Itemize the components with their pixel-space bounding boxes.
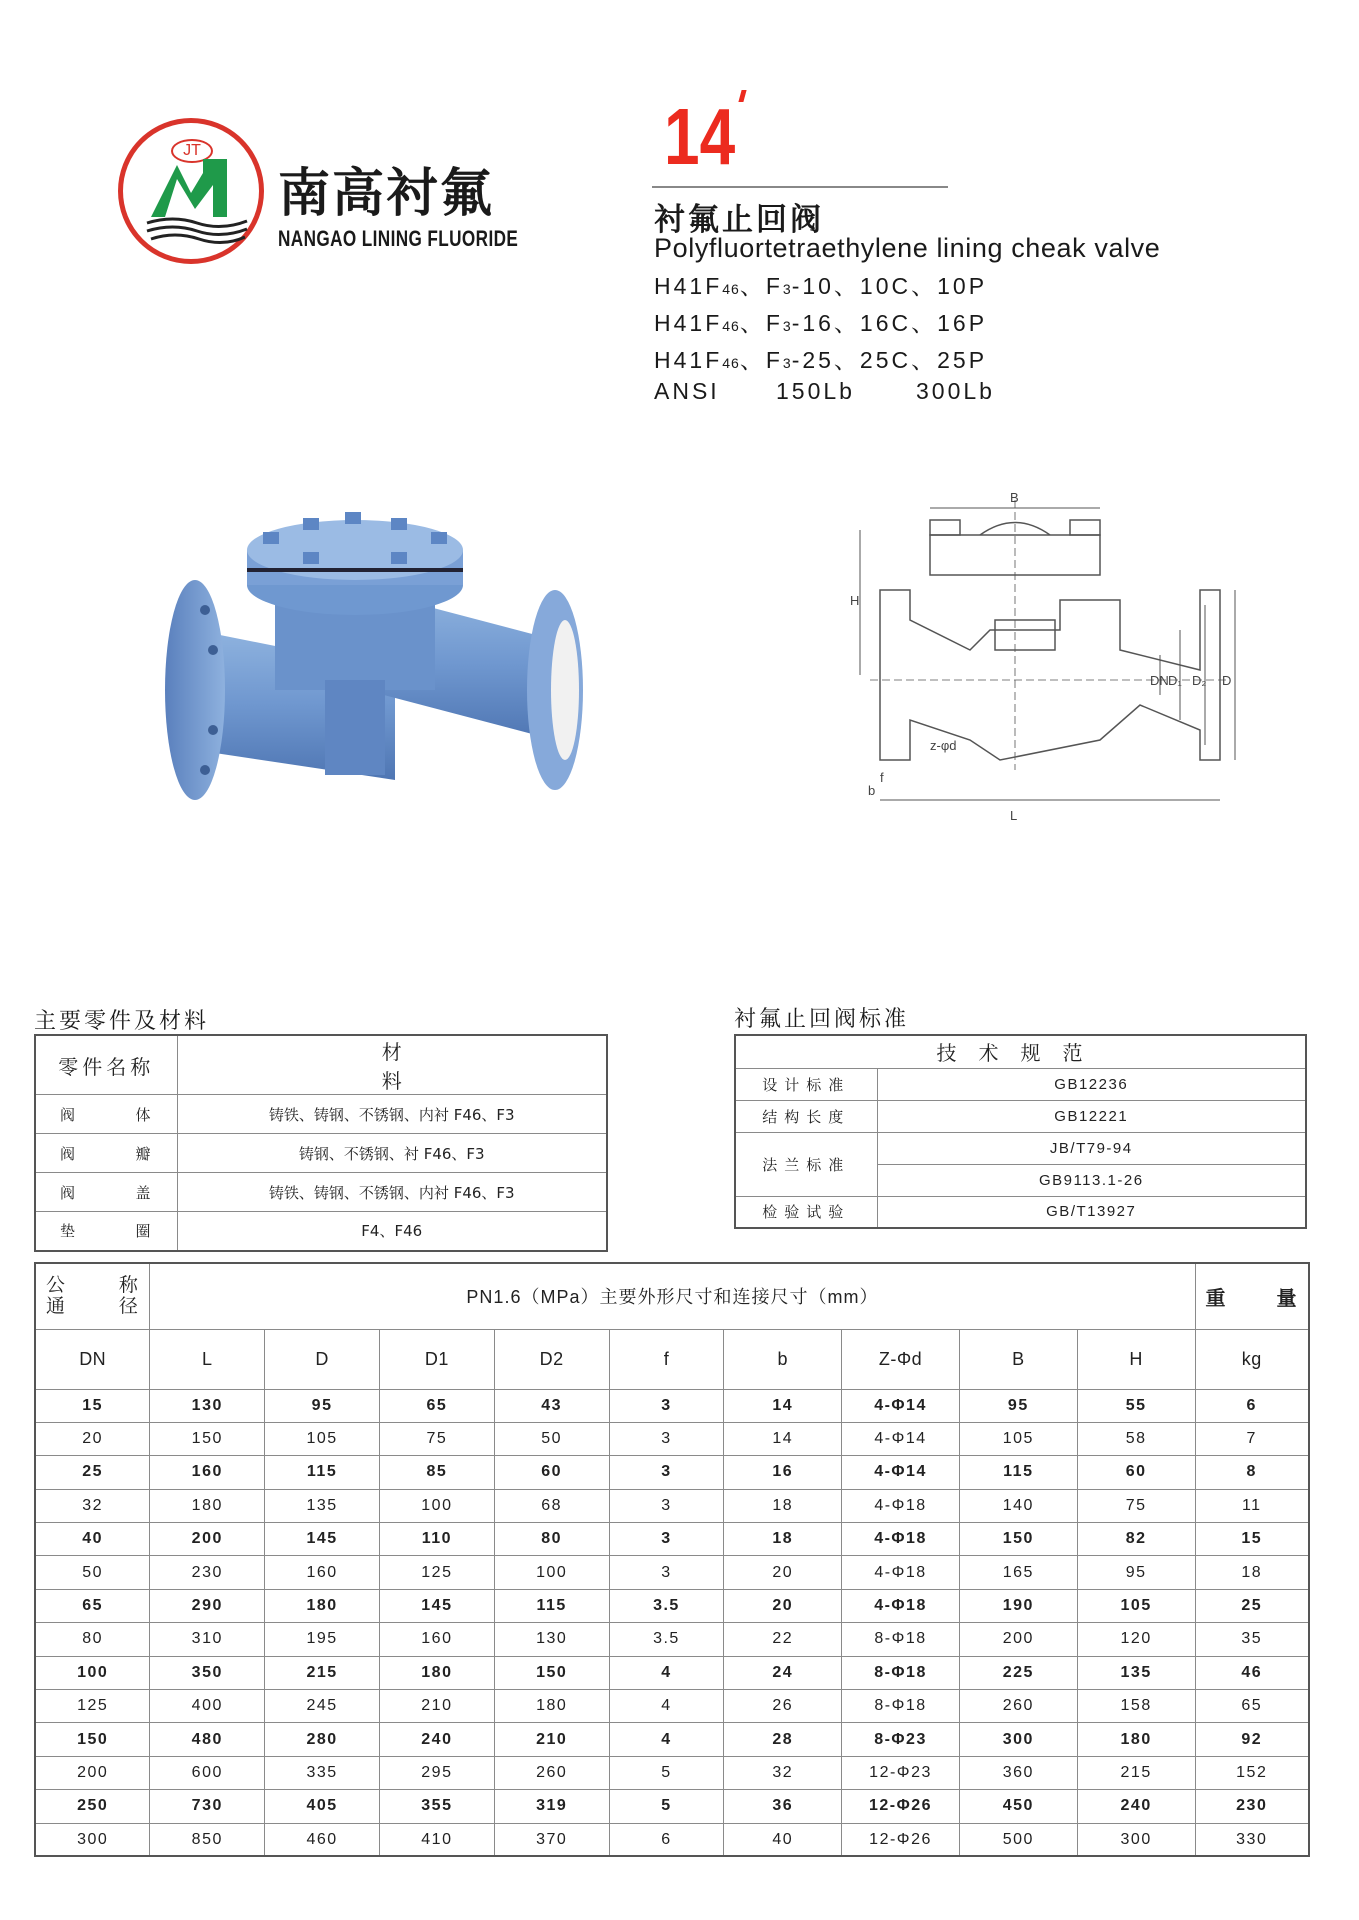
dim-cell: 130 — [150, 1389, 265, 1422]
dim-cell: 850 — [150, 1823, 265, 1856]
dim-cell: 15 — [1195, 1523, 1309, 1556]
dim-cell: 82 — [1077, 1523, 1195, 1556]
dim-cell: 115 — [494, 1589, 609, 1622]
drawing-label-d1: D₁ — [1168, 673, 1182, 688]
dim-cell: 105 — [1077, 1589, 1195, 1622]
table-row — [35, 1422, 1309, 1455]
material-cell: 铸钢、不锈钢、衬 F46、F3 — [177, 1134, 607, 1173]
dim-cell: 8-Φ18 — [842, 1656, 960, 1689]
drawing-label-h: H — [850, 593, 860, 608]
dim-cell: 46 — [1195, 1656, 1309, 1689]
product-title-cn: 衬氟止回阀 — [654, 202, 824, 238]
dim-cell: 180 — [1077, 1723, 1195, 1756]
dim-cell: 215 — [1077, 1756, 1195, 1789]
dim-cell: 355 — [379, 1790, 494, 1823]
dim-cell: 25 — [1195, 1589, 1309, 1622]
drawing-label-d2: D₂ — [1192, 673, 1207, 688]
materials-table — [34, 1034, 608, 1252]
dim-cell: 65 — [379, 1389, 494, 1422]
dim-cell: 330 — [1195, 1823, 1309, 1856]
dim-cell: 180 — [150, 1489, 265, 1522]
dim-cell: 140 — [959, 1489, 1077, 1522]
table-row — [35, 1556, 1309, 1589]
dim-cell: 215 — [265, 1656, 380, 1689]
dimension-drawing — [850, 480, 1250, 840]
materials-header-row — [35, 1035, 607, 1095]
dim-cell: 50 — [35, 1556, 150, 1589]
table-row — [35, 1690, 1309, 1723]
ansi-line — [654, 378, 995, 405]
dim-cell: 150 — [35, 1723, 150, 1756]
drawing-label-l: L — [1010, 808, 1018, 823]
standards-header-row — [735, 1035, 1306, 1068]
dim-cell: 40 — [724, 1823, 842, 1856]
dim-cell: 8-Φ23 — [842, 1723, 960, 1756]
dim-cell: 36 — [724, 1790, 842, 1823]
dim-cell: 75 — [1077, 1489, 1195, 1522]
dim-cell: 319 — [494, 1790, 609, 1823]
weight-header: 重 量 — [1195, 1263, 1309, 1329]
dim-cell: 4-Φ14 — [842, 1389, 960, 1422]
product-title-en: Polyfluortetraethylene lining cheak valve — [654, 233, 1161, 263]
dim-cell: 3 — [609, 1389, 724, 1422]
dim-cell: 260 — [959, 1690, 1077, 1723]
table-row — [35, 1790, 1309, 1823]
table-row: 结构长度 GB12221 — [735, 1100, 1306, 1132]
dim-cell: 240 — [379, 1723, 494, 1756]
dim-cell: 410 — [379, 1823, 494, 1856]
dim-cell: 290 — [150, 1589, 265, 1622]
dim-cell: 32 — [724, 1756, 842, 1789]
nominal-diameter-header: 公 称 通 径 — [35, 1263, 150, 1329]
col-header: f — [609, 1329, 724, 1389]
table-row: 设计标准 GB12236 — [735, 1068, 1306, 1100]
model-line-1: H41F46、F3-10、10C、10P — [654, 273, 988, 299]
dim-cell: 3 — [609, 1523, 724, 1556]
dim-cell: 120 — [1077, 1623, 1195, 1656]
ansi-class-300: 300Lb — [916, 378, 995, 404]
dim-cell: 4 — [609, 1690, 724, 1723]
dim-cell: 26 — [724, 1690, 842, 1723]
waves-icon — [145, 215, 249, 245]
dim-cell: 150 — [959, 1523, 1077, 1556]
dim-cell: 250 — [35, 1790, 150, 1823]
col-header: Z-Φd — [842, 1329, 960, 1389]
dim-cell: 180 — [494, 1690, 609, 1723]
dim-cell: 3.5 — [609, 1623, 724, 1656]
col-header: D — [265, 1329, 380, 1389]
dim-cell: 35 — [1195, 1623, 1309, 1656]
dim-cell: 240 — [1077, 1790, 1195, 1823]
dim-cell: 370 — [494, 1823, 609, 1856]
dim-cell: 100 — [494, 1556, 609, 1589]
dim-cell: 4 — [609, 1723, 724, 1756]
dim-cell: 230 — [1195, 1790, 1309, 1823]
drawing-label-f: f — [880, 770, 884, 785]
dim-cell: 4-Φ18 — [842, 1523, 960, 1556]
dim-cell: 360 — [959, 1756, 1077, 1789]
table-row: 阀 瓣 铸钢、不锈钢、衬 F46、F3 — [35, 1134, 607, 1173]
table-row: 法兰标准 JB/T79-94 — [735, 1132, 1306, 1164]
dim-cell: 8 — [1195, 1456, 1309, 1489]
col-part-name: 零件名称 — [35, 1035, 177, 1095]
col-header: L — [150, 1329, 265, 1389]
dim-cell: 65 — [35, 1589, 150, 1622]
dim-cell: 335 — [265, 1756, 380, 1789]
dim-cell: 4-Φ14 — [842, 1456, 960, 1489]
dim-cell: 160 — [379, 1623, 494, 1656]
dim-cell: 460 — [265, 1823, 380, 1856]
dim-cell: 180 — [379, 1656, 494, 1689]
dim-cell: 75 — [379, 1422, 494, 1455]
dim-cell: 8-Φ18 — [842, 1623, 960, 1656]
dimensions-table — [34, 1262, 1310, 1857]
col-tech-spec: 技术规范 — [735, 1035, 1306, 1068]
table-row — [35, 1656, 1309, 1689]
drawing-label-dn: DN — [1150, 673, 1169, 688]
dim-cell: 125 — [379, 1556, 494, 1589]
dim-cell: 158 — [1077, 1690, 1195, 1723]
table-row — [35, 1589, 1309, 1622]
dim-cell: 200 — [35, 1756, 150, 1789]
dim-cell: 24 — [724, 1656, 842, 1689]
dim-cell: 65 — [1195, 1690, 1309, 1723]
dim-cell: 300 — [35, 1823, 150, 1856]
dim-cell: 60 — [494, 1456, 609, 1489]
col-header: D1 — [379, 1329, 494, 1389]
table-row: 阀 盖 铸铁、铸钢、不锈钢、内衬 F46、F3 — [35, 1173, 607, 1212]
dim-cell: 4-Φ14 — [842, 1422, 960, 1455]
table-row — [35, 1623, 1309, 1656]
dim-cell: 22 — [724, 1623, 842, 1656]
table-row — [35, 1823, 1309, 1856]
dimensions-header-row-1 — [35, 1263, 1309, 1329]
drawing-label-d: D — [1222, 673, 1232, 688]
dimensions-body — [35, 1389, 1309, 1856]
dim-cell: 7 — [1195, 1422, 1309, 1455]
dim-cell: 18 — [1195, 1556, 1309, 1589]
dimensions-header-row-2 — [35, 1329, 1309, 1389]
col-header: b — [724, 1329, 842, 1389]
dim-cell: 95 — [1077, 1556, 1195, 1589]
model-line-2: H41F46、F3-16、16C、16P — [654, 310, 988, 336]
title-divider — [652, 186, 948, 188]
dim-cell: 115 — [959, 1456, 1077, 1489]
dim-cell: 14 — [724, 1389, 842, 1422]
dim-cell: 600 — [150, 1756, 265, 1789]
ansi-label: ANSI — [654, 378, 720, 404]
brand-name-cn: 南高衬氟 — [278, 164, 495, 224]
dim-cell: 85 — [379, 1456, 494, 1489]
dim-cell: 105 — [959, 1422, 1077, 1455]
dim-cell: 18 — [724, 1523, 842, 1556]
dim-cell: 225 — [959, 1656, 1077, 1689]
dim-cell: 5 — [609, 1756, 724, 1789]
dim-cell: 160 — [265, 1556, 380, 1589]
dim-cell: 115 — [265, 1456, 380, 1489]
dim-cell: 14 — [724, 1422, 842, 1455]
material-cell: F4、F46 — [177, 1212, 607, 1251]
dim-cell: 280 — [265, 1723, 380, 1756]
materials-heading: 主要零件及材料 — [34, 1009, 210, 1034]
model-line-3: H41F46、F3-25、25C、25P — [654, 347, 988, 373]
table-row: 检验试验 GB/T13927 — [735, 1196, 1306, 1228]
dim-cell: 145 — [265, 1523, 380, 1556]
dim-cell: 295 — [379, 1756, 494, 1789]
logo-jt-badge: JT — [171, 139, 213, 163]
table-row — [35, 1489, 1309, 1522]
table-row: GB9113.1-26 — [735, 1164, 1306, 1196]
dim-cell: 80 — [494, 1523, 609, 1556]
dim-cell: 25 — [35, 1456, 150, 1489]
dim-cell: 110 — [379, 1523, 494, 1556]
table-row — [35, 1723, 1309, 1756]
table-row — [35, 1756, 1309, 1789]
dim-cell: 260 — [494, 1756, 609, 1789]
dim-cell: 95 — [959, 1389, 1077, 1422]
dim-cell: 450 — [959, 1790, 1077, 1823]
valve-photo — [155, 480, 605, 840]
dim-cell: 3 — [609, 1489, 724, 1522]
dim-cell: 165 — [959, 1556, 1077, 1589]
table-row: 垫 圈 F4、F46 — [35, 1212, 607, 1251]
dim-cell: 92 — [1195, 1723, 1309, 1756]
col-header: kg — [1195, 1329, 1309, 1389]
dim-cell: 230 — [150, 1556, 265, 1589]
table-row — [35, 1523, 1309, 1556]
dim-cell: 3 — [609, 1456, 724, 1489]
dim-cell: 95 — [265, 1389, 380, 1422]
dim-cell: 210 — [494, 1723, 609, 1756]
dim-cell: 55 — [1077, 1389, 1195, 1422]
dim-cell: 400 — [150, 1690, 265, 1723]
table-row: 阀 体 铸铁、铸钢、不锈钢、内衬 F46、F3 — [35, 1095, 607, 1134]
dim-cell: 190 — [959, 1589, 1077, 1622]
dim-cell: 12-Φ26 — [842, 1823, 960, 1856]
mountain-m-icon — [147, 159, 243, 219]
standards-table — [734, 1034, 1307, 1229]
dim-cell: 730 — [150, 1790, 265, 1823]
dim-cell: 40 — [35, 1523, 150, 1556]
dim-cell: 160 — [150, 1456, 265, 1489]
page-number-mark — [738, 90, 746, 102]
dim-cell: 300 — [959, 1723, 1077, 1756]
dim-cell: 210 — [379, 1690, 494, 1723]
dim-cell: 20 — [724, 1589, 842, 1622]
dim-cell: 4-Φ18 — [842, 1489, 960, 1522]
dim-cell: 200 — [150, 1523, 265, 1556]
col-header: B — [959, 1329, 1077, 1389]
company-logo — [118, 118, 518, 268]
dim-cell: 80 — [35, 1623, 150, 1656]
dim-cell: 12-Φ26 — [842, 1790, 960, 1823]
dim-cell: 28 — [724, 1723, 842, 1756]
dim-cell: 3 — [609, 1422, 724, 1455]
col-material: 材料 — [177, 1035, 607, 1095]
dim-cell: 20 — [35, 1422, 150, 1455]
dim-cell: 4-Φ18 — [842, 1556, 960, 1589]
dim-cell: 8-Φ18 — [842, 1690, 960, 1723]
dim-cell: 100 — [379, 1489, 494, 1522]
table-row — [35, 1456, 1309, 1489]
dim-cell: 135 — [265, 1489, 380, 1522]
dim-cell: 43 — [494, 1389, 609, 1422]
dim-cell: 20 — [724, 1556, 842, 1589]
dim-cell: 150 — [150, 1422, 265, 1455]
dim-cell: 145 — [379, 1589, 494, 1622]
dim-cell: 300 — [1077, 1823, 1195, 1856]
dim-cell: 405 — [265, 1790, 380, 1823]
col-header: H — [1077, 1329, 1195, 1389]
dim-cell: 6 — [609, 1823, 724, 1856]
drawing-label-b: B — [1010, 490, 1019, 505]
dim-cell: 310 — [150, 1623, 265, 1656]
dim-cell: 6 — [1195, 1389, 1309, 1422]
dim-cell: 480 — [150, 1723, 265, 1756]
dimensions-title: PN1.6（MPa）主要外形尺寸和连接尺寸（mm） — [150, 1263, 1195, 1329]
dim-cell: 4-Φ18 — [842, 1589, 960, 1622]
dim-cell: 50 — [494, 1422, 609, 1455]
page-number: 14 — [664, 92, 736, 181]
dim-cell: 68 — [494, 1489, 609, 1522]
dim-cell: 245 — [265, 1690, 380, 1723]
dim-cell: 60 — [1077, 1456, 1195, 1489]
dim-cell: 58 — [1077, 1422, 1195, 1455]
dim-cell: 16 — [724, 1456, 842, 1489]
ansi-class-150: 150Lb — [776, 378, 855, 404]
material-cell: 铸铁、铸钢、不锈钢、内衬 F46、F3 — [177, 1095, 607, 1134]
dim-cell: 15 — [35, 1389, 150, 1422]
dim-cell: 11 — [1195, 1489, 1309, 1522]
dim-cell: 180 — [265, 1589, 380, 1622]
drawing-label-b-small: b — [868, 783, 876, 798]
dim-cell: 500 — [959, 1823, 1077, 1856]
dim-cell: 18 — [724, 1489, 842, 1522]
dim-cell: 135 — [1077, 1656, 1195, 1689]
dim-cell: 125 — [35, 1690, 150, 1723]
drawing-label-zd: z-φd — [930, 738, 957, 753]
dim-cell: 4 — [609, 1656, 724, 1689]
dim-cell: 130 — [494, 1623, 609, 1656]
material-cell: 铸铁、铸钢、不锈钢、内衬 F46、F3 — [177, 1173, 607, 1212]
dim-cell: 5 — [609, 1790, 724, 1823]
col-header: D2 — [494, 1329, 609, 1389]
dim-cell: 350 — [150, 1656, 265, 1689]
dim-cell: 3 — [609, 1556, 724, 1589]
dim-cell: 32 — [35, 1489, 150, 1522]
logo-emblem — [118, 118, 264, 264]
dim-cell: 12-Φ23 — [842, 1756, 960, 1789]
standards-heading: 衬氟止回阀标准 — [734, 1007, 910, 1032]
dim-cell: 152 — [1195, 1756, 1309, 1789]
dim-cell: 200 — [959, 1623, 1077, 1656]
col-header: DN — [35, 1329, 150, 1389]
dim-cell: 195 — [265, 1623, 380, 1656]
table-row — [35, 1389, 1309, 1422]
dim-cell: 105 — [265, 1422, 380, 1455]
dim-cell: 100 — [35, 1656, 150, 1689]
brand-name-en: NANGAO LINING FLUORIDE — [278, 226, 519, 251]
dim-cell: 3.5 — [609, 1589, 724, 1622]
dim-cell: 150 — [494, 1656, 609, 1689]
